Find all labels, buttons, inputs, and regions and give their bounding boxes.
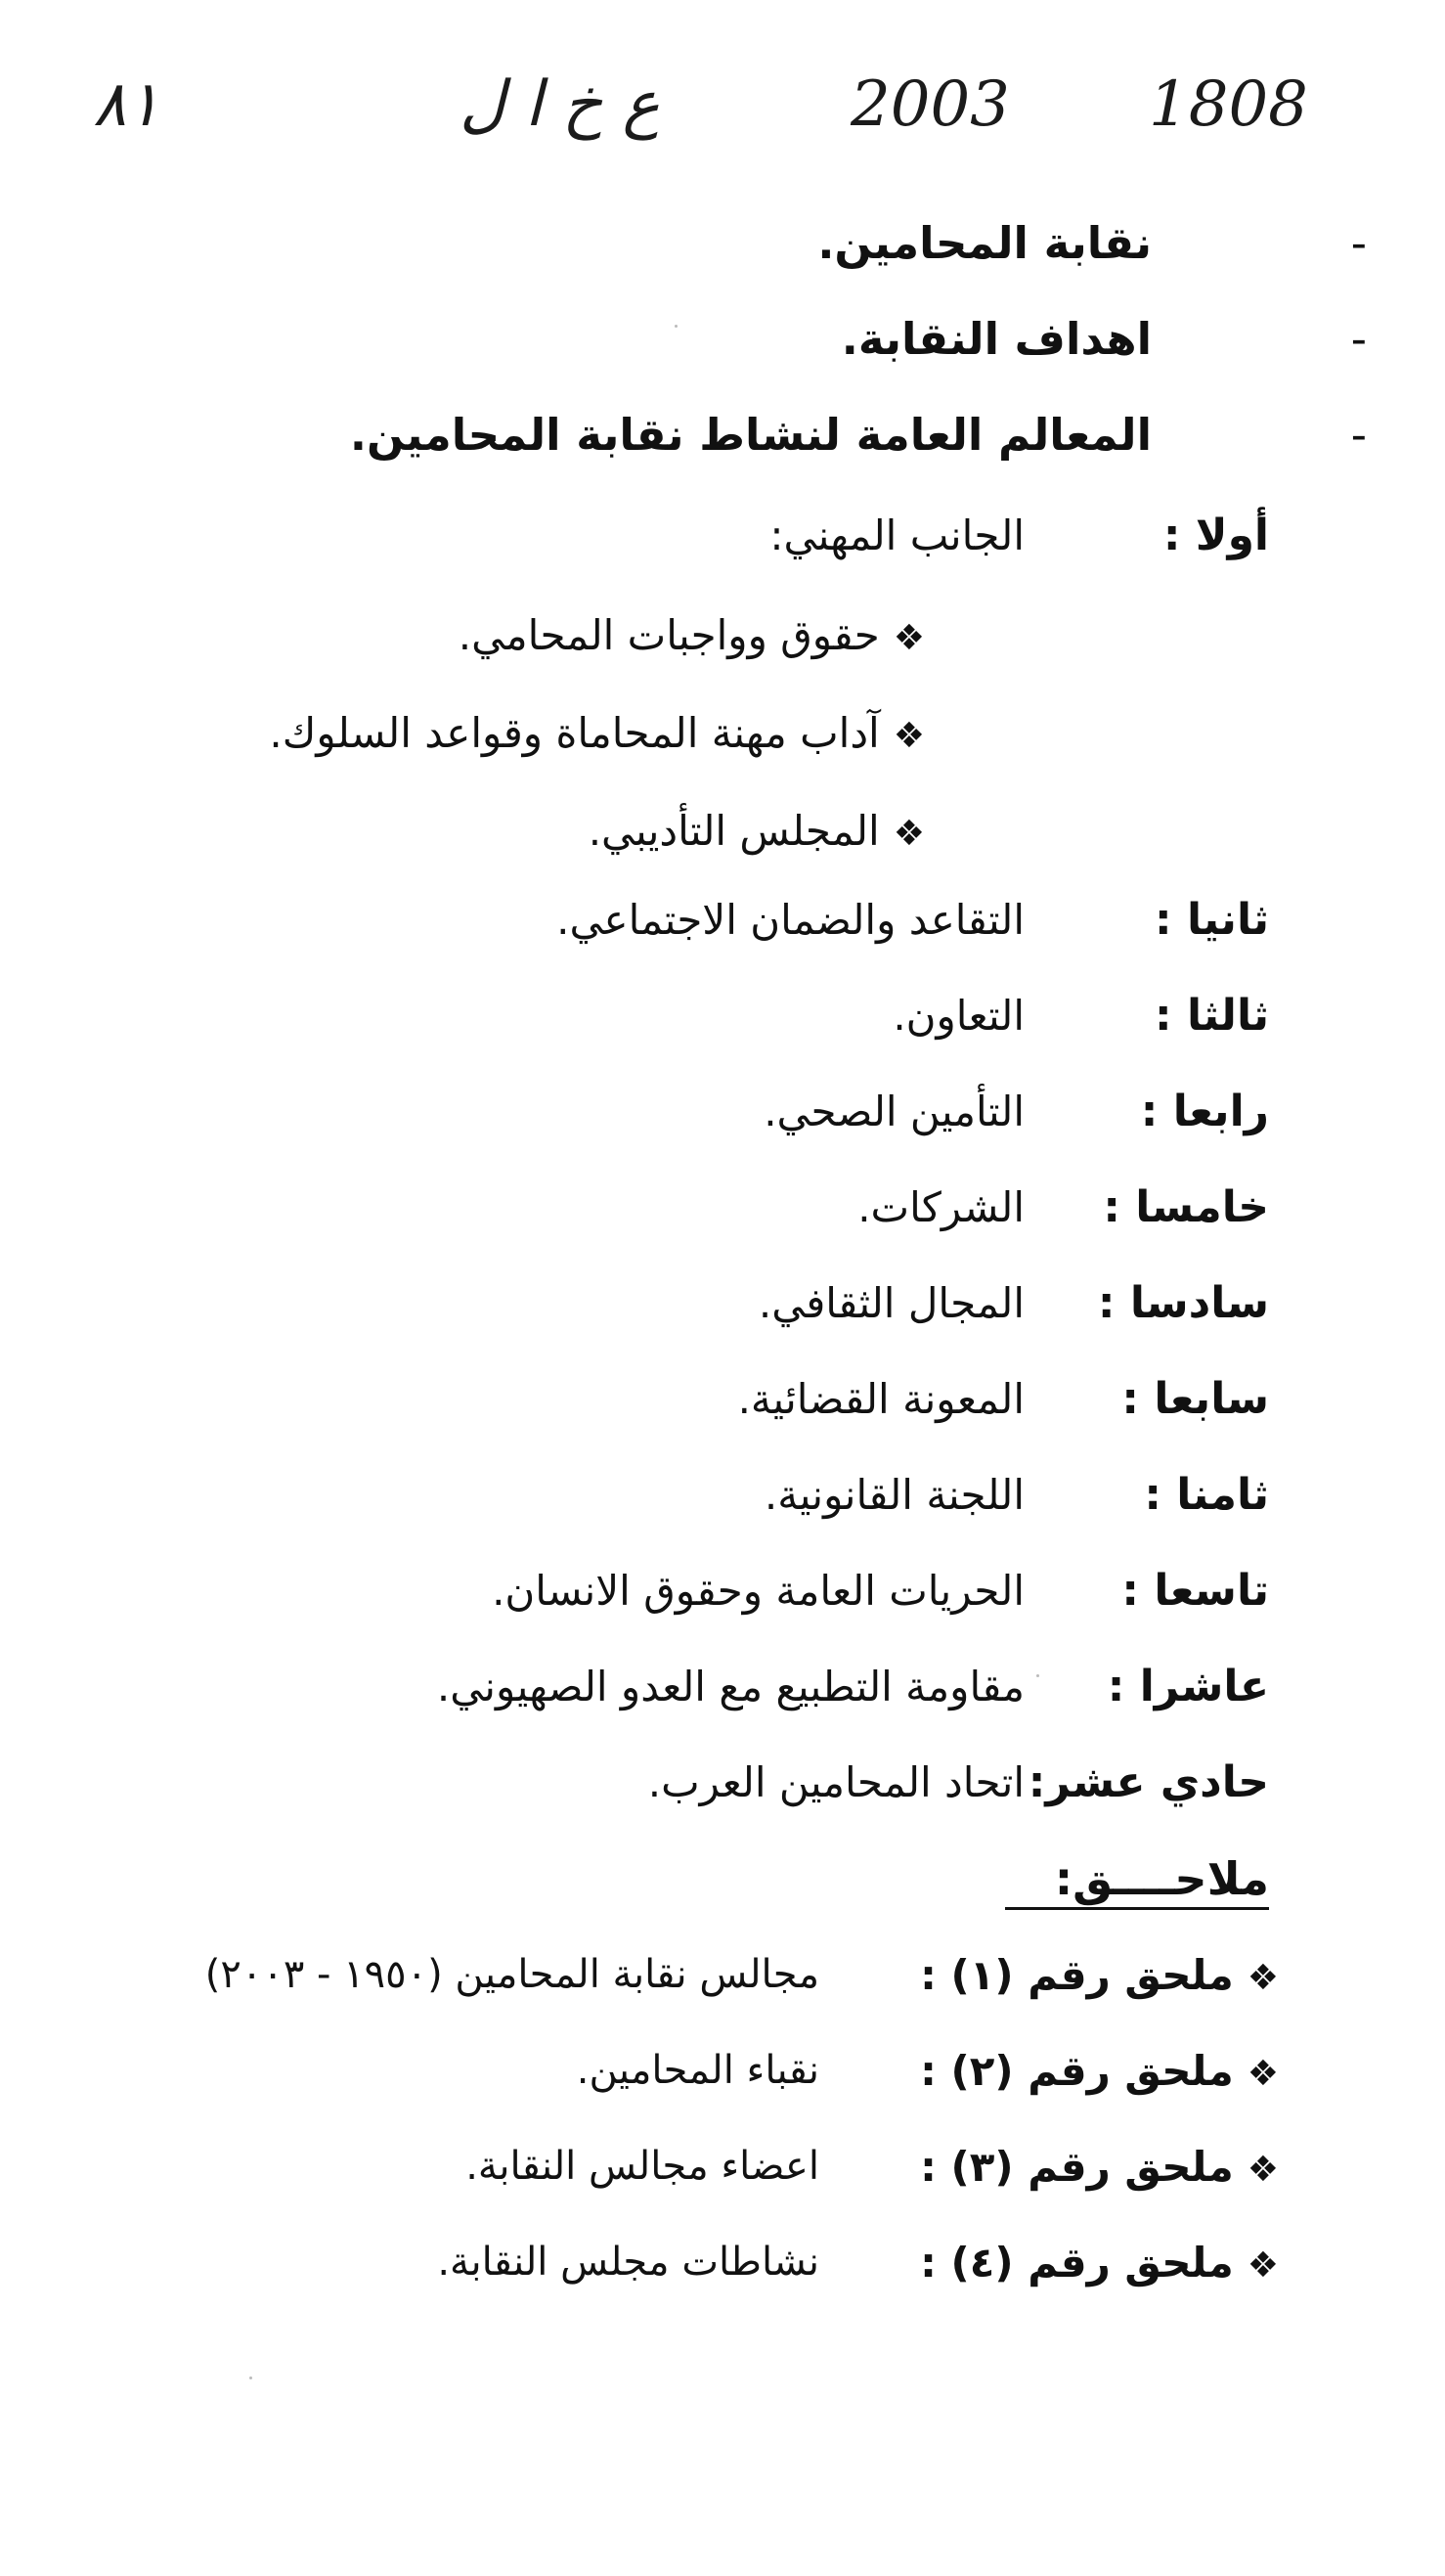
diamond-bullet-icon: ❖ bbox=[1247, 2244, 1279, 2286]
diamond-bullet-icon: ❖ bbox=[1247, 2053, 1279, 2094]
diamond-bullet-icon: ❖ bbox=[893, 814, 925, 854]
appendices-title: ملاحــــق: bbox=[1005, 1852, 1269, 1910]
appendix-item bbox=[205, 1940, 1279, 2009]
section-label: خامسا : bbox=[1103, 1181, 1269, 1232]
appendix-value: نقباء المحامين. bbox=[576, 2048, 819, 2093]
section-row bbox=[145, 1364, 1269, 1433]
appendix-item bbox=[465, 2132, 1279, 2200]
scan-speck bbox=[1036, 1674, 1039, 1677]
appendix-item bbox=[437, 2228, 1279, 2296]
section-row bbox=[145, 1077, 1269, 1145]
section-row bbox=[145, 1652, 1269, 1720]
section-label: ثانيا : bbox=[1155, 894, 1269, 945]
scan-speck bbox=[675, 325, 678, 328]
section-row bbox=[145, 501, 1269, 569]
section-row bbox=[145, 1748, 1269, 1816]
diamond-bullet-icon: ❖ bbox=[1247, 1957, 1279, 1998]
section-row bbox=[145, 1460, 1269, 1529]
section-value: اتحاد المحامين العرب. bbox=[647, 1757, 1025, 1806]
section-label: أولا : bbox=[1162, 510, 1269, 560]
appendix-value: نشاطات مجلس النقابة. bbox=[437, 2240, 819, 2285]
heading-item: -المعالم العامة لنشاط نقابة المحامين. bbox=[349, 409, 1367, 461]
bullet-item: ❖حقوق وواجبات المحامي. bbox=[458, 611, 925, 659]
section-value: الشركات. bbox=[857, 1182, 1025, 1231]
section-label: عاشرا : bbox=[1107, 1661, 1269, 1711]
section-value: الجانب المهني: bbox=[769, 511, 1025, 559]
section-value: المجال الثقافي. bbox=[758, 1278, 1025, 1327]
section-label: ثالثا : bbox=[1155, 990, 1269, 1041]
appendix-item bbox=[577, 2036, 1279, 2105]
appendix-label: ❖ملحق رقم (٣) : bbox=[920, 2142, 1279, 2191]
section-row bbox=[145, 885, 1269, 954]
section-label: سادسا : bbox=[1097, 1277, 1269, 1328]
bullet-item: ❖المجلس التأديبي. bbox=[588, 807, 925, 855]
appendix-label: ❖ملحق رقم (٢) : bbox=[920, 2046, 1279, 2095]
section-value: التعاون. bbox=[893, 991, 1025, 1040]
handwritten-code: ع خ ا ل bbox=[460, 68, 660, 141]
handwritten-number: 1808 bbox=[1149, 68, 1308, 141]
appendix-label: ❖ملحق رقم (٤) : bbox=[920, 2238, 1279, 2287]
section-value: التأمين الصحي. bbox=[764, 1087, 1025, 1135]
dash-marker: - bbox=[1350, 217, 1367, 269]
bullet-item: ❖آداب مهنة المحاماة وقواعد السلوك. bbox=[269, 709, 925, 757]
diamond-bullet-icon: ❖ bbox=[893, 716, 925, 756]
appendix-label: ❖ملحق رقم (١) : bbox=[920, 1950, 1279, 1999]
section-label: رابعا : bbox=[1140, 1086, 1269, 1136]
heading-item: -اهداف النقابة. bbox=[841, 313, 1367, 365]
diamond-bullet-icon: ❖ bbox=[893, 618, 925, 658]
section-label: سابعا : bbox=[1121, 1373, 1269, 1424]
heading-item: -نقابة المحامين. bbox=[817, 217, 1367, 269]
appendix-value: اعضاء مجالس النقابة. bbox=[465, 2144, 819, 2189]
appendix-value: مجالس نقابة المحامين (١٩٥٠ - ٢٠٠٣) bbox=[204, 1952, 819, 1997]
section-row bbox=[145, 1268, 1269, 1337]
handwritten-page-number: ٨١ bbox=[93, 68, 160, 141]
section-value: التقاعد والضمان الاجتماعي. bbox=[556, 895, 1025, 944]
section-value: اللجنة القانونية. bbox=[764, 1470, 1025, 1519]
section-label: تاسعا : bbox=[1121, 1565, 1269, 1616]
dash-marker: - bbox=[1350, 409, 1367, 461]
section-label: حادي عشر: bbox=[1028, 1756, 1269, 1807]
handwritten-year: 2003 bbox=[851, 68, 1010, 141]
section-value: مقاومة التطبيع مع العدو الصهيوني. bbox=[436, 1662, 1025, 1710]
section-row bbox=[145, 1556, 1269, 1624]
section-value: المعونة القضائية. bbox=[737, 1374, 1025, 1423]
scan-speck bbox=[249, 2376, 252, 2379]
dash-marker: - bbox=[1350, 313, 1367, 365]
section-row bbox=[145, 1173, 1269, 1241]
diamond-bullet-icon: ❖ bbox=[1247, 2149, 1279, 2190]
section-value: الحريات العامة وحقوق الانسان. bbox=[492, 1566, 1025, 1615]
section-label: ثامنا : bbox=[1144, 1469, 1269, 1520]
section-row bbox=[145, 981, 1269, 1049]
